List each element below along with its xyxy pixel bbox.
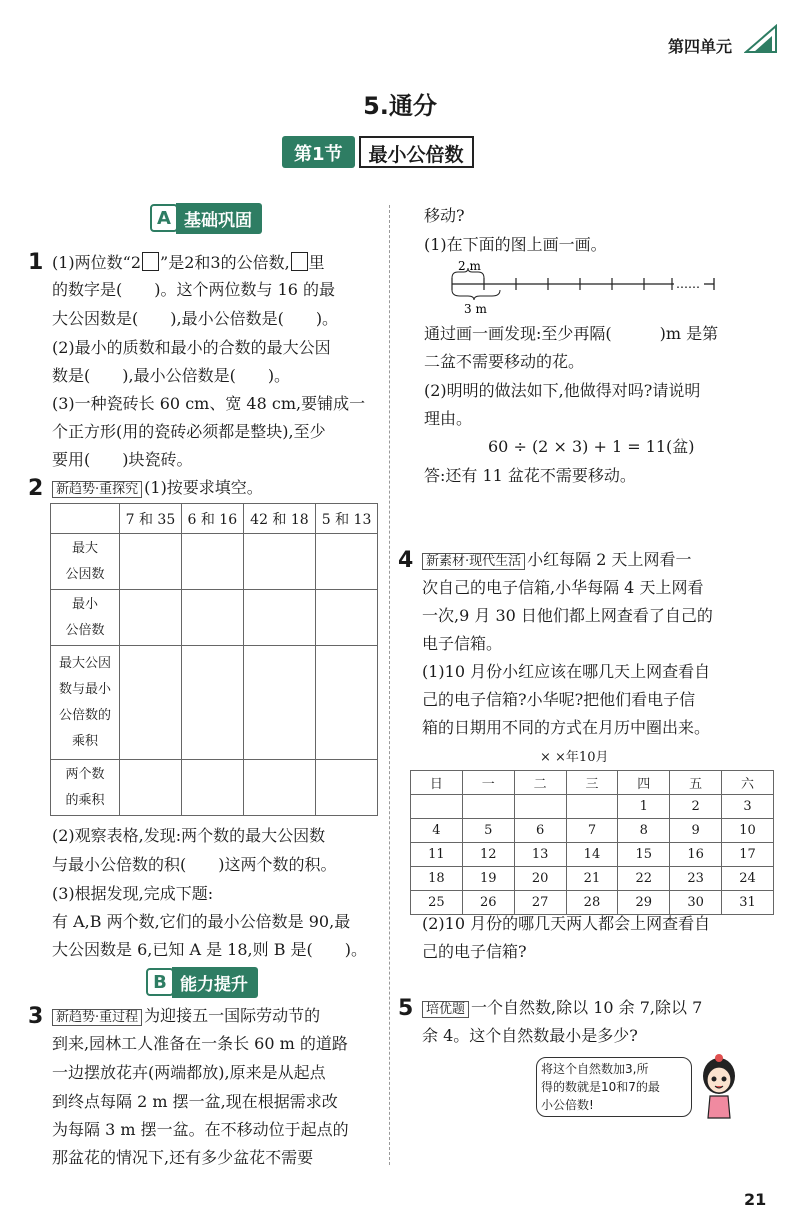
q3-line2: 到来,园林工人准备在一条长 60 m 的道路 [52,1034,348,1053]
q3-right-line1: 移动? [424,206,465,225]
calendar-day[interactable]: 20 [514,867,566,891]
answer-cell[interactable] [243,590,315,646]
calendar-week-row [411,819,774,843]
calendar-day[interactable]: 18 [411,867,463,891]
q2-tag: 新趋势·重探究 [52,481,142,498]
calendar-title: × ×年10月 [540,750,609,765]
answer-cell[interactable] [243,760,315,816]
calendar-day[interactable]: 25 [411,891,463,915]
calendar-day[interactable]: 1 [618,795,670,819]
q2-intro: (1)按要求填空。 [144,478,263,497]
calendar-day[interactable] [462,795,514,819]
answer-cell[interactable] [243,534,315,590]
calendar-week-row [411,843,774,867]
table-col-header: 6 和 16 [181,504,243,534]
weekday: 二 [514,771,566,795]
table-row-header: 最小 公倍数 [51,590,120,646]
calendar-day[interactable]: 21 [566,867,618,891]
calendar-day[interactable]: 29 [618,891,670,915]
q4-line3: 一次,9 月 30 日他们都上网查看了自己的 [422,606,713,625]
q4-line1-text: 小红每隔 2 天上网看一 [527,550,692,569]
table-col-header: 7 和 35 [120,504,182,534]
column-divider [389,205,390,1165]
blank-box[interactable] [291,252,308,271]
q3-right-line5: (2)明明的做法如下,他做得对吗?请说明 [424,381,701,400]
q3-answer: 答:还有 11 盆花不需要移动。 [424,466,636,485]
q2-line1: (2)观察表格,发现:两个数的最大公因数 [52,826,326,845]
q4-number: 4 [398,548,414,573]
hint-bubble [536,1057,692,1117]
weekday: 日 [411,771,463,795]
q3-right-line3: 通过画一画发现:至少再隔( )m 是第 [424,324,719,343]
calendar-day[interactable]: 24 [722,867,774,891]
answer-cell[interactable] [316,760,378,816]
part-a-label: 基础巩固 [176,203,262,234]
q2-line4: 有 A,B 两个数,它们的最小公倍数是 90,最 [52,912,351,931]
calendar-week-row [411,891,774,915]
blank-box[interactable] [142,252,159,271]
answer-cell[interactable] [181,646,243,760]
calendar-day[interactable]: 27 [514,891,566,915]
answer-cell[interactable] [120,534,182,590]
q4-line4: 电子信箱。 [422,634,503,653]
q3-line3: 一边摆放花卉(两端都放),原来是从起点 [52,1063,326,1082]
calendar-day[interactable]: 3 [722,795,774,819]
calendar-day[interactable]: 10 [722,819,774,843]
fig-label-bottom: 3 m [464,302,487,316]
calendar-day[interactable] [411,795,463,819]
answer-cell[interactable] [120,590,182,646]
q1-line2: 的数字是( )。这个两位数与 16 的最 [52,280,336,299]
weekday: 五 [670,771,722,795]
calendar-day[interactable] [514,795,566,819]
q3-line1-text: 为迎接五一国际劳动节的 [144,1006,321,1025]
table-col-header: 42 和 18 [243,504,315,534]
answer-cell[interactable] [181,590,243,646]
q3-number-line-figure [446,256,722,316]
part-b-label: 能力提升 [172,967,258,998]
q3-tag: 新趋势·重过程 [52,1009,142,1026]
page-number: 21 [744,1190,767,1209]
table-col-header: 5 和 13 [316,504,378,534]
q1-line1-a: (1)两位数“2 [52,253,142,272]
answer-cell[interactable] [316,534,378,590]
calendar-day[interactable]: 11 [411,843,463,867]
part-b-badge [146,968,258,996]
table-row-header: 两个数 的乘积 [51,760,120,816]
ruler-triangle-icon [744,24,778,54]
calendar-day[interactable]: 8 [618,819,670,843]
q4-line1 [422,550,692,572]
q1-line5: 数是( ),最小公倍数是( )。 [52,366,291,385]
answer-cell[interactable] [181,534,243,590]
fig-label-top: 2 m [458,259,481,273]
q3-line1 [52,1006,320,1028]
october-calendar [410,770,774,915]
q2-line2: 与最小公倍数的积( )这两个数的积。 [52,855,337,874]
q2-number: 2 [28,476,44,501]
q4-line6: 己的电子信箱?小华呢?把他们看电子信 [422,690,696,709]
calendar-day[interactable]: 5 [462,819,514,843]
q5-tag: 培优题 [422,1001,469,1018]
answer-cell[interactable] [181,760,243,816]
table-row-header: 最大公因 数与最小 公倍数的 乘积 [51,646,120,760]
q1-line1-b: ”是2和3的公倍数, [160,253,290,272]
q5-line1 [422,998,702,1020]
section-banner [282,136,474,168]
answer-cell[interactable] [316,646,378,760]
calendar-day[interactable]: 13 [514,843,566,867]
calendar-week-row [411,795,774,819]
q3-formula: 60 ÷ (2 × 3) + 1 = 11(盆) [488,437,695,456]
calendar-week-row [411,867,774,891]
calendar-day[interactable]: 28 [566,891,618,915]
calendar-day[interactable]: 30 [670,891,722,915]
calendar-day[interactable]: 4 [411,819,463,843]
calendar-weekday-row [411,771,774,795]
q1-line1 [52,252,325,273]
calendar-day[interactable]: 15 [618,843,670,867]
calendar-day[interactable]: 14 [566,843,618,867]
q3-right-line6: 理由。 [424,409,473,428]
calendar-day[interactable]: 17 [722,843,774,867]
answer-cell[interactable] [120,760,182,816]
q1-line4: (2)最小的质数和最小的合数的最大公因 [52,338,331,357]
q4-line9: 己的电子信箱? [422,942,527,961]
calendar-day[interactable]: 7 [566,819,618,843]
q3-right-line4: 二盆不需要移动的花。 [424,352,585,371]
table-row-header: 最大 公因数 [51,534,120,590]
q2-line3: (3)根据发现,完成下题: [52,884,214,903]
q4-tag: 新素材·现代生活 [422,553,525,570]
q2-table [50,503,378,816]
q1-line7: 个正方形(用的瓷砖必须都是整块),至少 [52,422,326,441]
q2-line5: 大公因数是 6,已知 A 是 18,则 B 是( )。 [52,940,368,959]
q3-number: 3 [28,1004,44,1029]
q1-line6: (3)一种瓷砖长 60 cm、宽 48 cm,要铺成一 [52,394,366,413]
q1-line8: 要用( )块瓷砖。 [52,450,193,469]
part-a-badge [150,204,262,232]
weekday: 四 [618,771,670,795]
part-a-letter: A [150,204,178,232]
q5-number: 5 [398,996,414,1021]
q4-line5: (1)10 月份小红应该在哪几天上网查看自 [422,662,711,681]
cartoon-girl-icon [694,1052,744,1122]
q2-intro-line [52,478,263,500]
section-name: 最小公倍数 [359,136,474,168]
answer-cell[interactable] [243,646,315,760]
number-line-ellipsis: …… [676,277,700,291]
q1-number: 1 [28,250,44,275]
unit-header: 第四单元 [668,37,733,56]
section-badge: 第1节 [282,136,355,168]
calendar-day[interactable]: 16 [670,843,722,867]
answer-cell[interactable] [316,590,378,646]
table-corner [51,504,120,534]
calendar-day[interactable]: 23 [670,867,722,891]
calendar-day[interactable]: 31 [722,891,774,915]
q5-line1-text: 一个自然数,除以 10 余 7,除以 7 [471,998,703,1017]
calendar-day[interactable]: 2 [670,795,722,819]
calendar-day[interactable]: 19 [462,867,514,891]
q1-line1-c: 里 [308,253,325,272]
weekday: 六 [722,771,774,795]
page-title: 5.通分 [363,92,437,120]
q3-right-line2: (1)在下面的图上画一画。 [424,235,607,254]
weekday: 一 [462,771,514,795]
calendar-day[interactable]: 26 [462,891,514,915]
q5-line2: 余 4。这个自然数最小是多少? [422,1026,638,1045]
hint-line2: 得的数就是10和7的最 [541,1080,660,1094]
q4-line8: (2)10 月份的哪几天两人都会上网查看自 [422,914,711,933]
calendar-day[interactable]: 9 [670,819,722,843]
part-b-letter: B [146,968,174,996]
hint-line3: 小公倍数! [541,1098,594,1112]
q3-line4: 到终点每隔 2 m 摆一盆,现在根据需求改 [52,1092,338,1111]
q3-line5: 为每隔 3 m 摆一盆。在不移动位于起点的 [52,1120,349,1139]
weekday: 三 [566,771,618,795]
hint-line1: 将这个自然数加3,所 [541,1062,649,1076]
calendar-day[interactable]: 6 [514,819,566,843]
q1-line3: 大公因数是( ),最小公倍数是( )。 [52,309,339,328]
calendar-day[interactable]: 22 [618,867,670,891]
answer-cell[interactable] [120,646,182,760]
q3-line6: 那盆花的情况下,还有多少盆花不需要 [52,1148,314,1167]
q4-line2: 次自己的电子信箱,小华每隔 4 天上网看 [422,578,704,597]
calendar-day[interactable]: 12 [462,843,514,867]
q4-line7: 箱的日期用不同的方式在月历中圈出来。 [422,718,711,737]
calendar-day[interactable] [566,795,618,819]
